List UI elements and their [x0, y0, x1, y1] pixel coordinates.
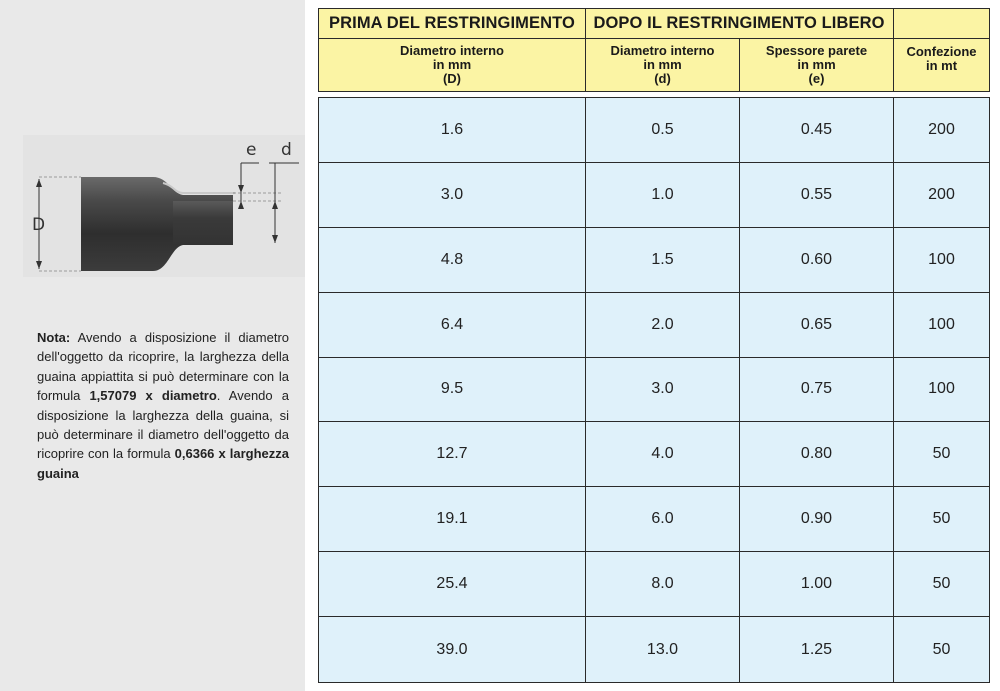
- column-divider: [585, 617, 586, 682]
- cell-D: 39.0: [436, 640, 468, 658]
- cell-e: 1.25: [800, 640, 833, 658]
- column-divider: [739, 358, 740, 422]
- column-divider: [585, 228, 586, 292]
- header-vline-1: [585, 9, 586, 91]
- header-vline-2: [739, 39, 740, 91]
- column-divider: [739, 617, 740, 682]
- left-panel: [0, 0, 305, 691]
- table-row: [319, 163, 989, 228]
- cell-d: 4.0: [651, 445, 674, 463]
- column-divider: [739, 293, 740, 357]
- cell-d: 1.5: [651, 250, 674, 268]
- cell-e: 0.45: [800, 120, 833, 138]
- cell-d: 6.0: [651, 510, 674, 528]
- column-divider: [585, 293, 586, 357]
- column-divider: [739, 552, 740, 616]
- header-col-d: Diametro interno in mm (d): [610, 43, 715, 86]
- column-divider: [739, 228, 740, 292]
- cell-pack: 100: [928, 380, 955, 398]
- note-label: Nota:: [37, 330, 71, 345]
- table-row: [319, 358, 989, 423]
- cell-d: 0.5: [651, 120, 674, 138]
- cell-e: 0.80: [800, 445, 833, 463]
- cell-d: 1.0: [651, 185, 674, 203]
- cell-pack: 50: [932, 640, 951, 658]
- tube-shrunk-part: [173, 201, 233, 244]
- column-divider: [893, 422, 894, 486]
- column-divider: [585, 98, 586, 162]
- cell-d: 8.0: [651, 575, 674, 593]
- table-row: [319, 293, 989, 358]
- column-divider: [585, 358, 586, 422]
- label-D: D: [32, 215, 46, 235]
- cell-pack: 50: [932, 445, 951, 463]
- cell-d: 3.0: [651, 380, 674, 398]
- cell-e: 0.90: [800, 510, 833, 528]
- cell-D: 4.8: [440, 250, 464, 268]
- cell-e: 0.75: [800, 380, 833, 398]
- note-formula-1: 1,57079 x diametro: [89, 388, 217, 404]
- cell-pack: 100: [928, 315, 955, 333]
- cell-d: 2.0: [651, 315, 674, 333]
- column-divider: [893, 163, 894, 227]
- table-row: [319, 422, 989, 487]
- column-divider: [585, 487, 586, 551]
- note-paragraph: [37, 328, 289, 483]
- shrink-tube-illustration: [23, 135, 305, 277]
- column-divider: [585, 163, 586, 227]
- cell-pack: 200: [928, 120, 955, 138]
- header-group-after: DOPO IL RESTRINGIMENTO LIBERO: [593, 14, 885, 32]
- column-divider: [585, 422, 586, 486]
- note-text-1: Avendo a disposizione il diametro dell'oggetto da ricoprire, la larghezza della guaina appiattita si può determinare con la formula: [37, 330, 289, 404]
- header-divider: [319, 38, 989, 39]
- cell-pack: 100: [928, 250, 955, 268]
- column-divider: [893, 487, 894, 551]
- table-row: [319, 617, 989, 682]
- column-divider: [893, 552, 894, 616]
- cell-pack: 50: [932, 575, 951, 593]
- table-row: [319, 98, 989, 163]
- column-divider: [893, 293, 894, 357]
- column-divider: [739, 422, 740, 486]
- tube-diagram: [23, 135, 305, 277]
- label-d: d: [281, 140, 292, 160]
- table-row: [319, 552, 989, 617]
- label-e: e: [246, 140, 257, 160]
- column-divider: [893, 98, 894, 162]
- cell-D: 3.0: [440, 185, 464, 203]
- column-divider: [739, 487, 740, 551]
- column-divider: [893, 358, 894, 422]
- cell-D: 9.5: [440, 380, 464, 398]
- cell-e: 0.55: [800, 185, 833, 203]
- column-divider: [739, 163, 740, 227]
- cell-D: 12.7: [436, 445, 468, 463]
- cell-e: 1.00: [800, 575, 833, 593]
- header-col-e: Spessore parete in mm (e): [765, 43, 868, 86]
- cell-e: 0.60: [800, 250, 833, 268]
- header-group-before: PRIMA DEL RESTRINGIMENTO: [329, 14, 575, 32]
- cell-pack: 50: [932, 510, 951, 528]
- column-divider: [893, 617, 894, 682]
- column-divider: [893, 228, 894, 292]
- cell-D: 6.4: [440, 315, 464, 333]
- cell-D: 1.6: [440, 120, 464, 138]
- note-text-2: . Avendo a disposizione la larghezza della guaina, si può determinare il diametro dell'oggetto da ricoprire con la formula: [37, 388, 289, 462]
- cell-D: 25.4: [436, 575, 468, 593]
- cell-d: 13.0: [646, 640, 679, 658]
- table-header: [318, 8, 990, 92]
- table-row: [319, 228, 989, 293]
- column-divider: [739, 98, 740, 162]
- header-vline-3: [893, 9, 894, 91]
- cell-D: 19.1: [436, 510, 468, 528]
- header-col-D: Diametro interno in mm (D): [399, 43, 504, 86]
- header-col-pack: Confezione in mt: [906, 44, 977, 73]
- note-formula-2: 0,6366 x larghezza guaina: [37, 446, 289, 481]
- table-row: [319, 487, 989, 552]
- column-divider: [585, 552, 586, 616]
- cell-e: 0.65: [800, 315, 833, 333]
- data-table: [318, 97, 990, 683]
- cell-pack: 200: [928, 185, 955, 203]
